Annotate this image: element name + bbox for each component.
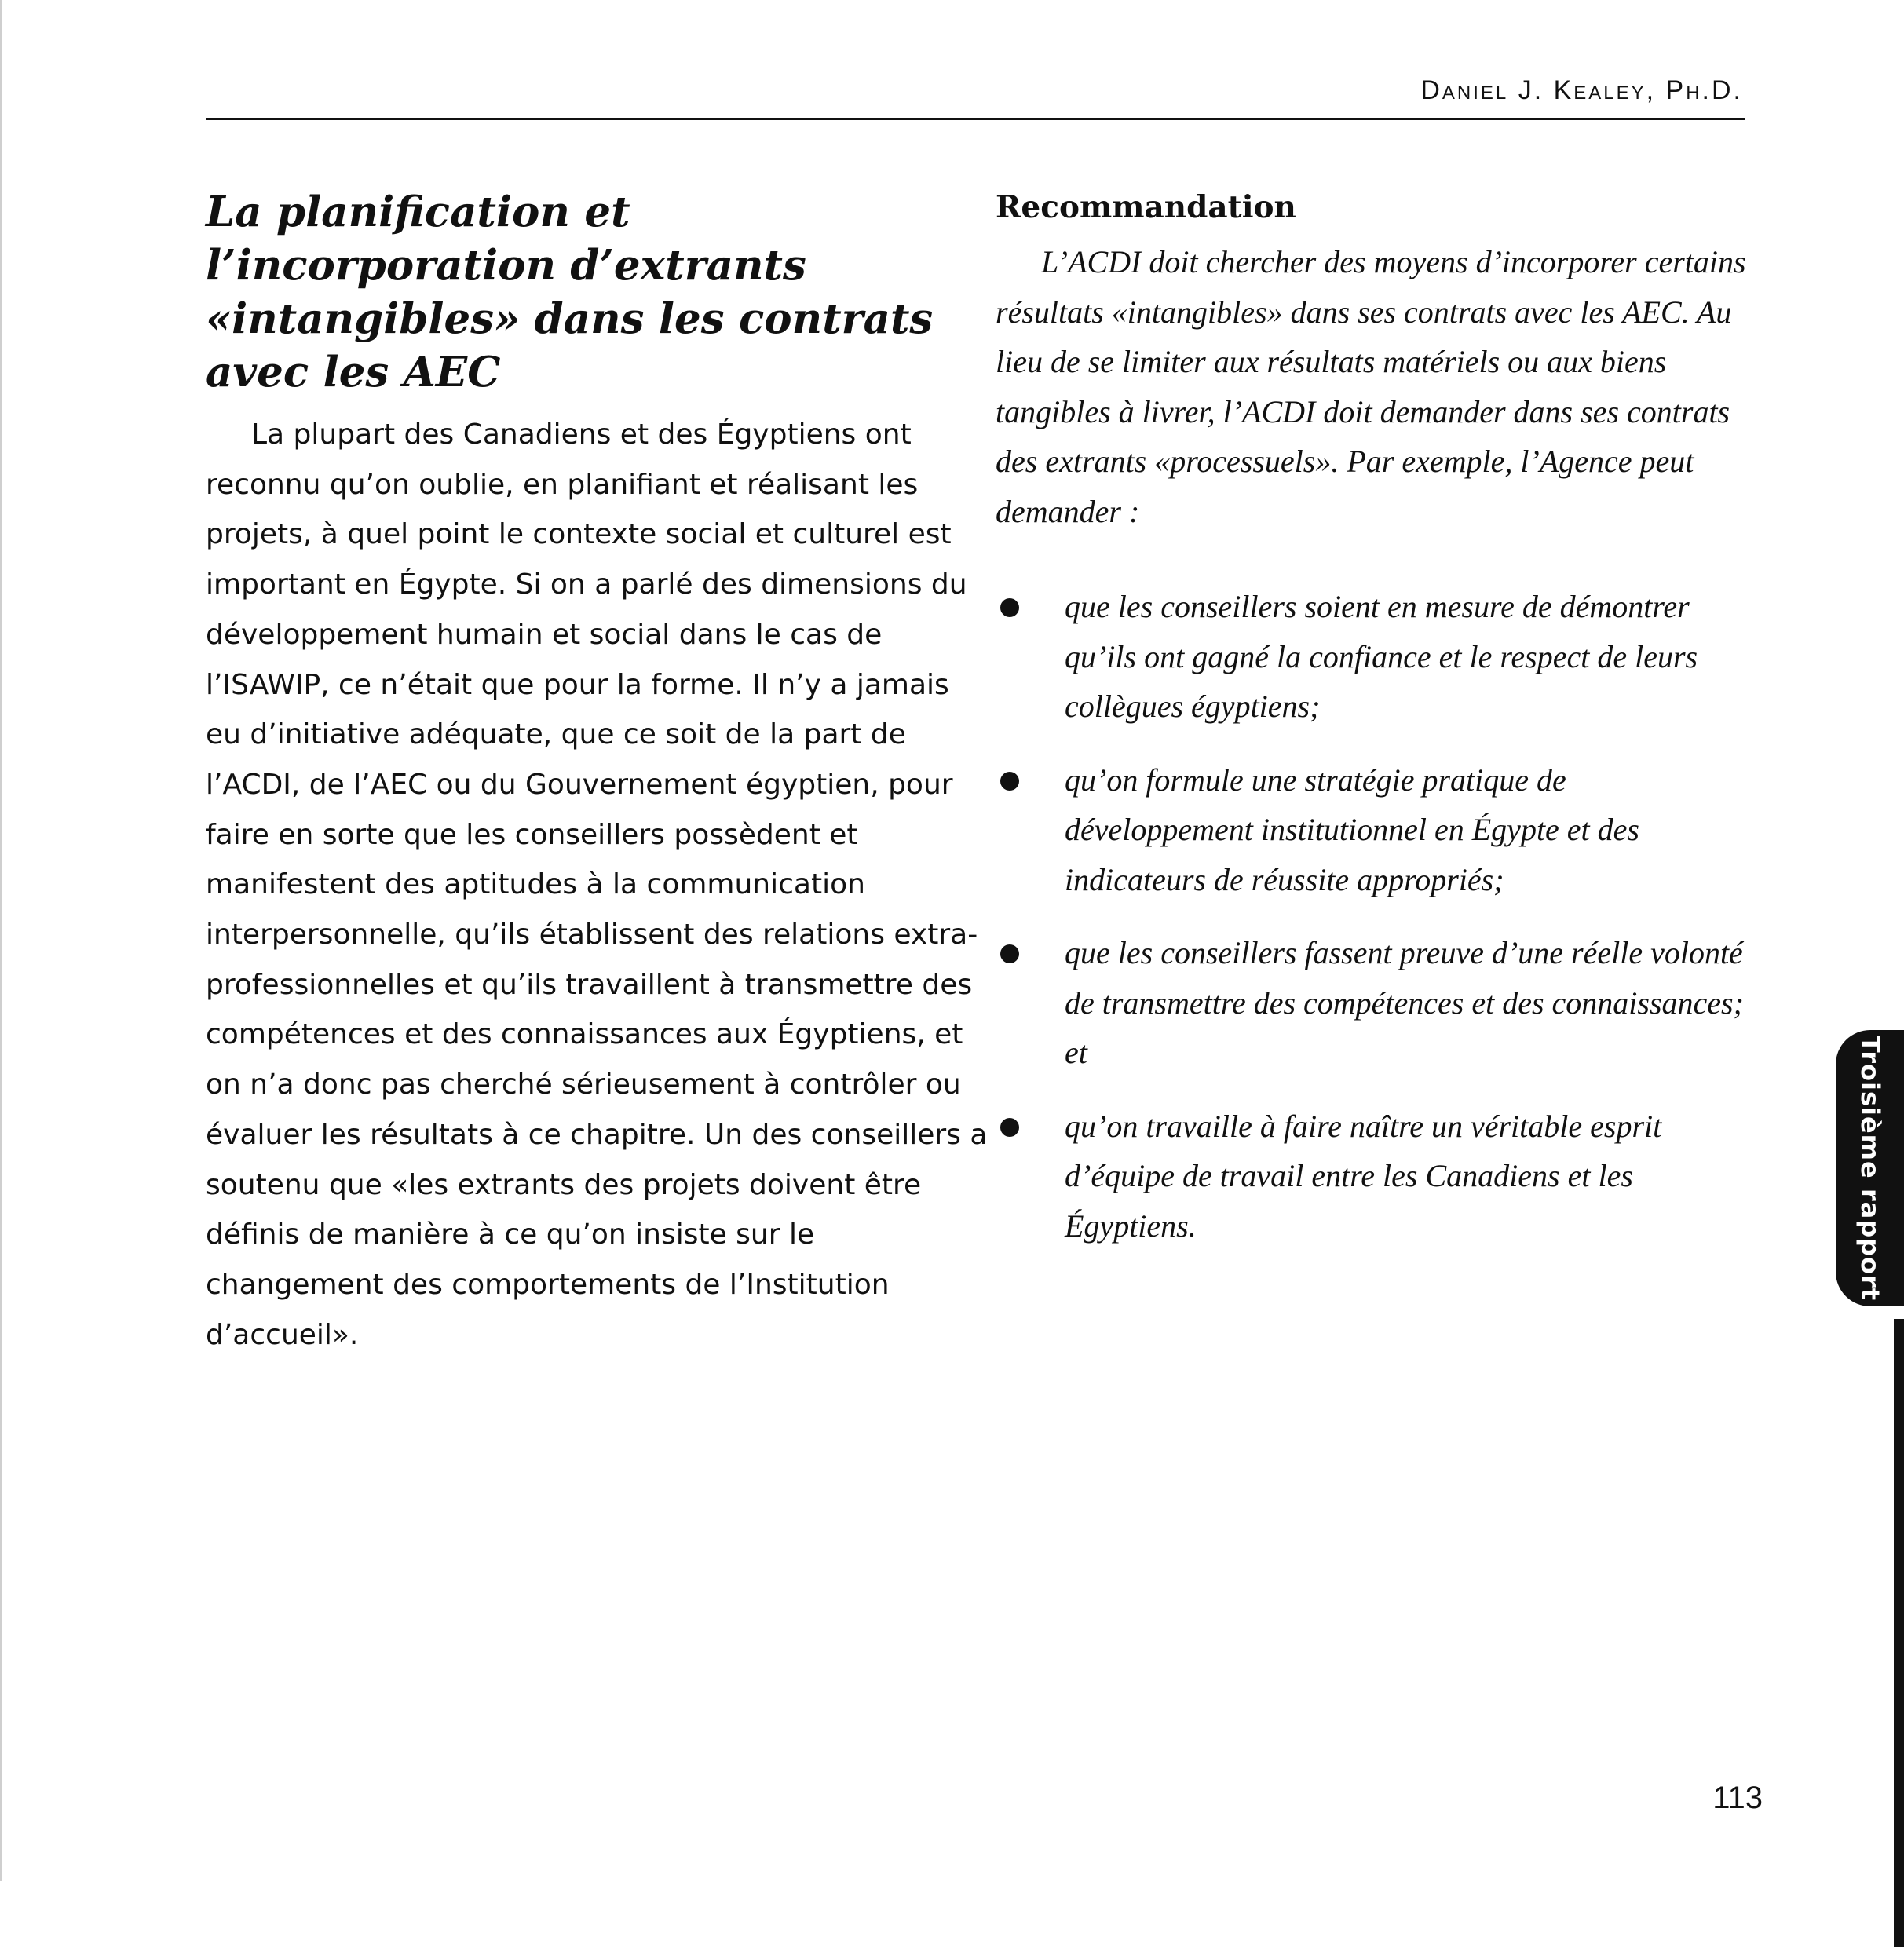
bullet-icon: [1000, 1118, 1019, 1137]
recommendation-item-text: que les conseillers soient en mesure de démontrer qu’ils ont gagné la confiance et le respect de leurs collègues égyptiens;: [1065, 589, 1698, 724]
chapter-side-tab-label: Troisième rapport: [1855, 1035, 1885, 1302]
chapter-side-bar: [1894, 1319, 1904, 1947]
recommendation-item-text: qu’on formule une stratégie pratique de développement institutionnel en Égypte et des indicateurs de réussite appropriés;: [1065, 762, 1639, 897]
left-column: [206, 185, 991, 1360]
page-edge: [0, 0, 2, 1881]
section-title: La planification et l’incorporation d’extrants «intangibles» dans les contrats avec les AEC: [206, 188, 934, 396]
recommendation-heading: Recommandation: [996, 189, 1296, 225]
bullet-icon: [1000, 772, 1019, 791]
recommendation-item: [996, 1101, 1749, 1251]
bullet-icon: [1000, 598, 1019, 617]
recommendation-item: [996, 755, 1749, 905]
page-number: 113: [1712, 1781, 1763, 1815]
header-rule: [206, 118, 1745, 120]
chapter-side-tab: [1836, 1030, 1904, 1306]
recommendation-item-text: qu’on travaille à faire naître un véritable esprit d’équipe de travail entre les Canadiens et les Égyptiens.: [1065, 1108, 1662, 1244]
recommendation-item: [996, 582, 1749, 732]
right-column: [996, 185, 1749, 1274]
bullet-icon: [1000, 944, 1019, 963]
running-header-author: Daniel J. Kealey, Ph.D.: [1420, 75, 1743, 105]
recommendation-list: [996, 582, 1749, 1251]
recommendation-item-text: que les conseillers fassent preuve d’une réelle volonté de transmettre des compétences et des connaissances; et: [1065, 935, 1744, 1070]
recommendation-intro: L’ACDI doit chercher des moyens d’incorporer certains résultats «intangibles» dans ses contrats avec les AEC. Au lieu de se limiter aux résultats matériels ou aux biens tangibles à livrer, l’ACDI doit demander dans ses contrats des extrants «processuels». Par exemple, l’Agence peut demander :: [996, 244, 1746, 529]
recommendation-item: [996, 928, 1749, 1078]
section-body: La plupart des Canadiens et des Égyptiens ont reconnu qu’on oublie, en planifiant et réalisant les projets, à quel point le contexte social et culturel est important en Égypte. Si on a parlé des dimensions du développement humain et social dans le cas de l’ISAWIP, ce n’était que pour la forme. Il n’y a jamais eu d’initiative adéquate, que ce soit de la part de l’ACDI, de l’AEC ou du Gouvernement égyptien, pour faire en sorte que les conseillers possèdent et manifestent des aptitudes à la communication interpersonnelle, qu’ils établissent des relations extra-professionnelles et qu’ils travaillent à transmettre des compétences et des connaissances aux Égyptiens, et on n’a donc pas cherché sérieusement à contrôler ou évaluer les résultats à ce chapitre. Un des conseillers a soutenu que «les extrants des projets doivent être définis de manière à ce qu’on insiste sur le changement des comportements de l’Institution d’accueil».: [206, 418, 988, 1351]
